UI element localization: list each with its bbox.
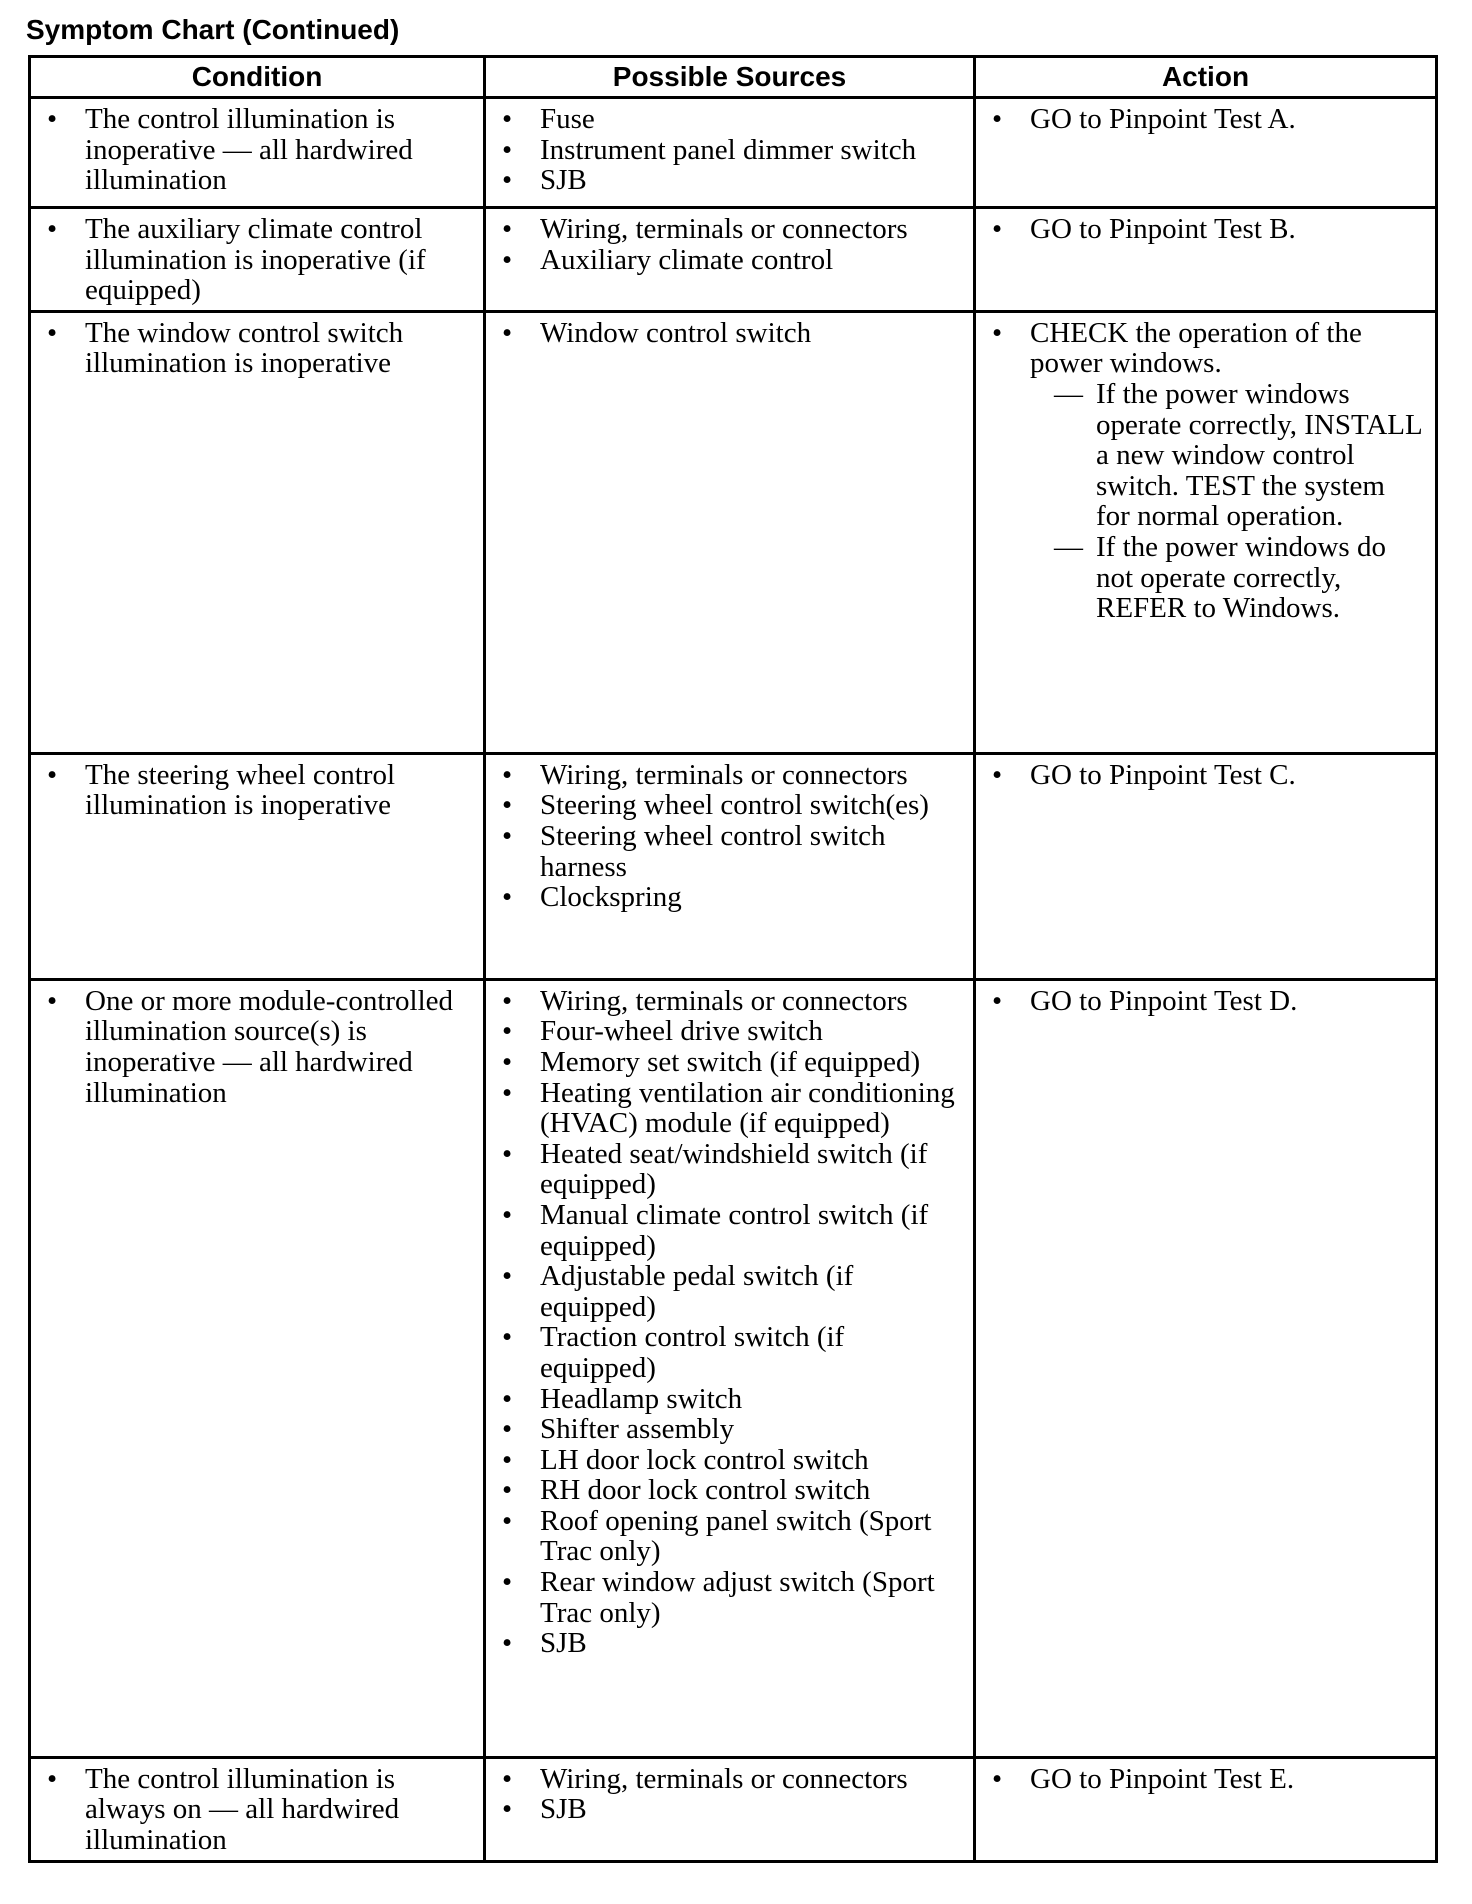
sources-cell [485,208,975,312]
condition-item: • The control illumination is inoperative — all hardwired illumination [43,104,471,196]
condition-cell [30,753,485,979]
table-row [30,98,1437,208]
action-item [988,318,1423,624]
condition-item: • The auxiliary climate control illumination is inoperative (if equipped) [43,214,471,306]
source-item: • RH door lock control switch [498,1475,961,1506]
condition-list [31,981,483,1112]
source-item: • Traction control switch (if equipped) [498,1322,961,1383]
condition-item: • The steering wheel control illumination is inoperative [43,760,471,821]
source-item: • Memory set switch (if equipped) [498,1047,961,1078]
action-sub-item: — If the power windows operate correctly, INSTALL a new window control switch. TEST the system for normal operation. [1054,379,1423,532]
action-list [976,981,1435,1021]
action-cell [975,311,1437,753]
source-item: • Heated seat/windshield switch (if equipped) [498,1139,961,1200]
action-list [976,99,1435,139]
action-list [976,313,1435,628]
condition-list [31,209,483,310]
action-item: • GO to Pinpoint Test B. [988,214,1423,245]
sources-list [486,313,973,353]
source-item: • Wiring, terminals or connectors [498,760,961,791]
condition-cell [30,98,485,208]
action-list [976,755,1435,795]
condition-list [31,313,483,383]
source-item: • Wiring, terminals or connectors [498,986,961,1017]
action-item: • GO to Pinpoint Test E. [988,1764,1423,1795]
source-item: • Adjustable pedal switch (if equipped) [498,1261,961,1322]
source-item: • Clockspring [498,882,961,913]
table-row [30,208,1437,312]
condition-item: • One or more module-controlled illumination source(s) is inoperative — all hardwired illumination [43,986,471,1108]
sources-list [486,1759,973,1829]
condition-item: • The control illumination is always on — all hardwired illumination [43,1764,471,1856]
condition-cell [30,979,485,1757]
header-action: Action [975,57,1437,98]
sources-cell [485,98,975,208]
condition-item: • The window control switch illumination is inoperative [43,318,471,379]
action-text: CHECK the operation of the power windows. [1030,316,1362,380]
action-sub-list [1030,379,1423,624]
action-cell [975,753,1437,979]
source-item: • Wiring, terminals or connectors [498,214,961,245]
source-item: • SJB [498,165,961,196]
condition-list [31,99,483,200]
sources-cell [485,753,975,979]
sources-list [486,209,973,279]
header-row [30,57,1437,98]
source-item: • Wiring, terminals or connectors [498,1764,961,1795]
table-row [30,979,1437,1757]
source-item: • Roof opening panel switch (Sport Trac only) [498,1506,961,1567]
symptom-chart-table [28,55,1438,1863]
source-item: • Four-wheel drive switch [498,1016,961,1047]
source-item: • Steering wheel control switch(es) [498,790,961,821]
source-item: • Rear window adjust switch (Sport Trac only) [498,1567,961,1628]
sources-cell [485,311,975,753]
source-item: • Shifter assembly [498,1414,961,1445]
action-list [976,209,1435,249]
header-possible-sources: Possible Sources [485,57,975,98]
source-item: • Instrument panel dimmer switch [498,135,961,166]
action-cell [975,98,1437,208]
sources-list [486,981,973,1663]
condition-cell [30,311,485,753]
table-row [30,1757,1437,1861]
sources-cell [485,979,975,1757]
header-condition: Condition [30,57,485,98]
source-item: • Auxiliary climate control [498,245,961,276]
source-item: • Steering wheel control switch harness [498,821,961,882]
table-row [30,753,1437,979]
page-title: Symptom Chart (Continued) [26,14,400,45]
source-item: • SJB [498,1628,961,1659]
source-item: • Heating ventilation air conditioning (HVAC) module (if equipped) [498,1078,961,1139]
source-item: • Manual climate control switch (if equipped) [498,1200,961,1261]
source-item: • LH door lock control switch [498,1445,961,1476]
action-item: • GO to Pinpoint Test A. [988,104,1423,135]
action-item: • GO to Pinpoint Test D. [988,986,1423,1017]
table-row [30,311,1437,753]
condition-cell [30,1757,485,1861]
action-sub-item: — If the power windows do not operate correctly, REFER to Windows. [1054,532,1423,624]
action-cell [975,1757,1437,1861]
action-cell [975,208,1437,312]
sources-list [486,99,973,200]
sources-cell [485,1757,975,1861]
source-item: • Window control switch [498,318,961,349]
action-item: • GO to Pinpoint Test C. [988,760,1423,791]
condition-list [31,1759,483,1860]
action-cell [975,979,1437,1757]
condition-cell [30,208,485,312]
action-list [976,1759,1435,1799]
source-item: • Fuse [498,104,961,135]
condition-list [31,755,483,825]
sources-list [486,755,973,917]
source-item: • SJB [498,1794,961,1825]
source-item: • Headlamp switch [498,1384,961,1415]
